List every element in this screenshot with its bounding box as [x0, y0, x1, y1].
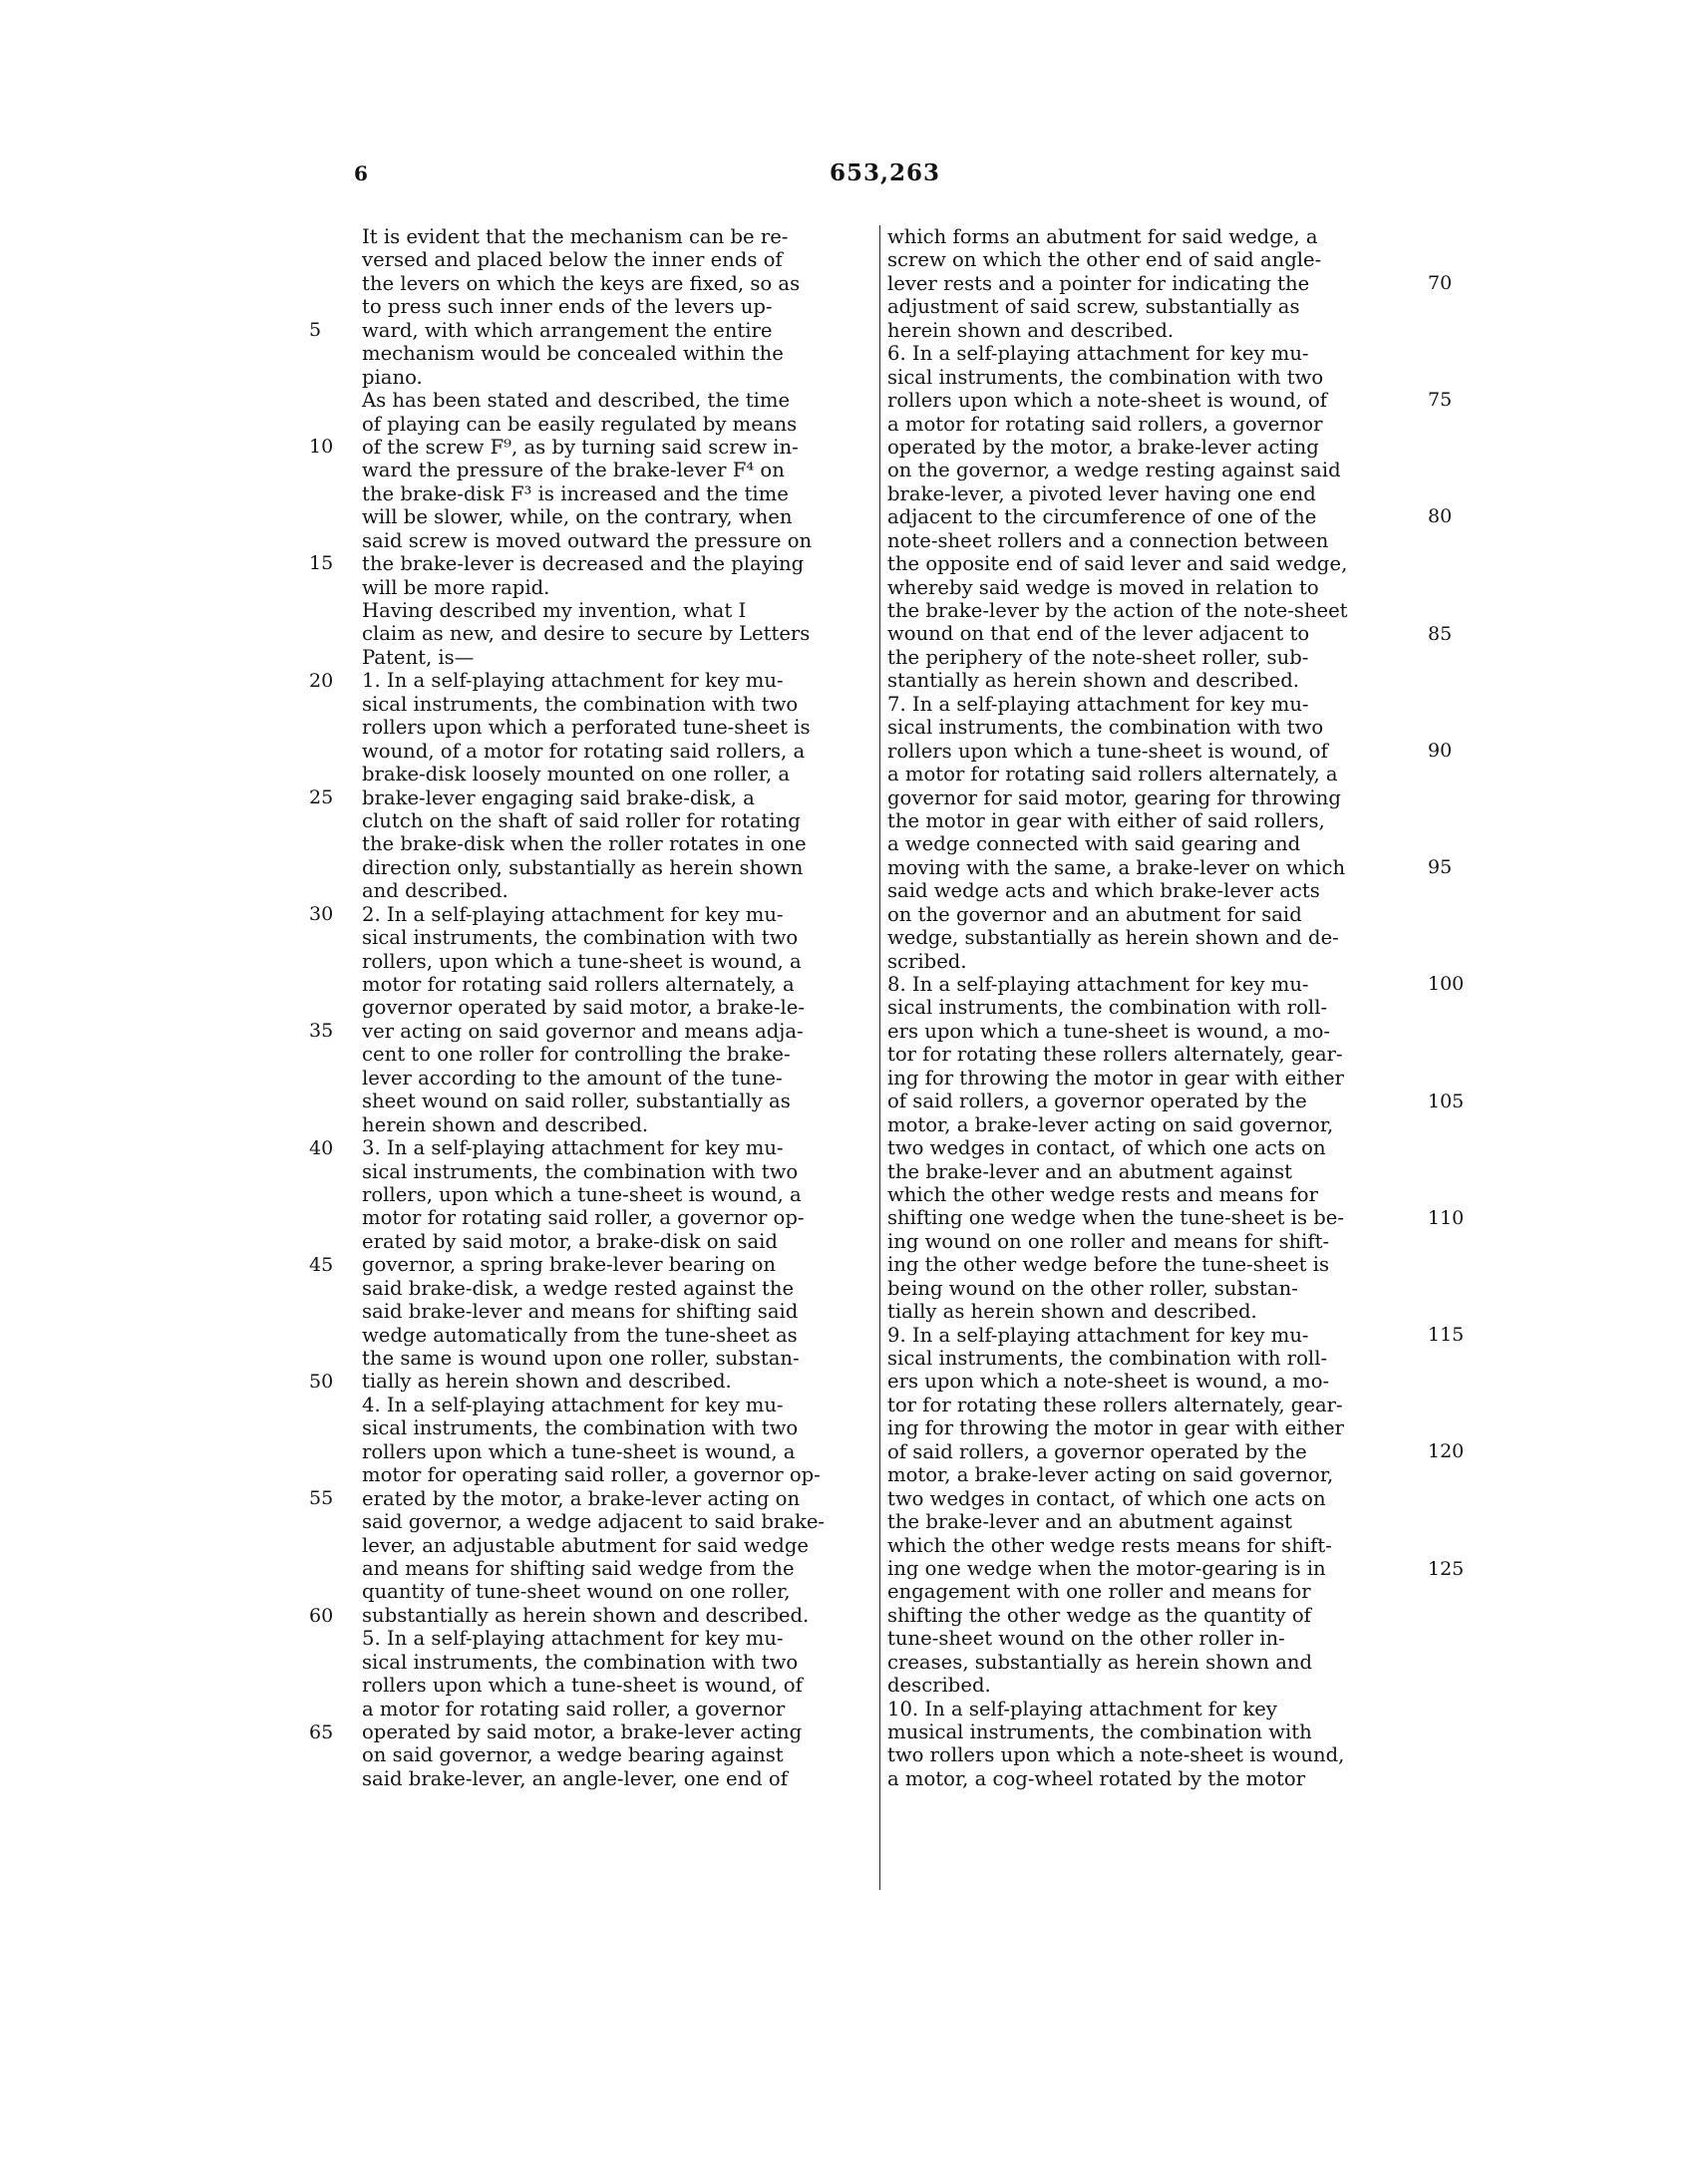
text-line: tune-sheet wound on the other roller in-: [887, 1627, 1285, 1651]
text-line: ver acting on said governor and means adja-: [362, 1019, 804, 1043]
line-number: 25: [309, 785, 334, 808]
text-line: which the other wedge rests means for shift-: [887, 1533, 1332, 1557]
text-line: of said rollers, a governor operated by the: [887, 1439, 1307, 1463]
text-line: on said governor, a wedge bearing against: [362, 1743, 784, 1767]
line-number: 85: [1428, 622, 1453, 645]
text-line: engagement with one roller and means for: [887, 1580, 1311, 1604]
right-text-column: [887, 225, 1406, 1790]
text-line: 1. In a self-playing attachment for key mu-: [362, 669, 784, 693]
line-number: 100: [1428, 973, 1465, 996]
text-line: and described.: [362, 879, 508, 903]
text-line: a motor for rotating said rollers alternately, a: [887, 763, 1338, 786]
text-line: the brake-disk F³ is increased and the time: [362, 481, 789, 505]
text-line: brake-lever engaging said brake-disk, a: [362, 785, 755, 809]
text-line: of the screw F⁹, as by turning said screw in-: [362, 435, 799, 459]
line-number: 60: [309, 1604, 334, 1627]
text-line: 4. In a self-playing attachment for key mu-: [362, 1393, 784, 1416]
text-line: the brake-lever is decreased and the playing: [362, 552, 805, 576]
text-line: clutch on the shaft of said roller for rotating: [362, 808, 801, 832]
line-number: 70: [1428, 271, 1453, 294]
text-line: ers upon which a tune-sheet is wound, a mo-: [887, 1019, 1330, 1043]
line-number: 80: [1428, 505, 1453, 528]
text-line: and means for shifting said wedge from the: [362, 1556, 795, 1580]
text-line: a wedge connected with said gearing and: [887, 832, 1301, 856]
text-line: motor for operating said roller, a governor op-: [362, 1463, 821, 1487]
text-line: herein shown and described.: [362, 1112, 649, 1136]
text-line: erated by said motor, a brake-disk on said: [362, 1229, 778, 1253]
text-line: the brake-disk when the roller rotates in one: [362, 832, 807, 856]
text-line: mechanism would be concealed within the: [362, 342, 784, 366]
text-line: the brake-lever and an abutment against: [887, 1510, 1293, 1534]
line-number: 5: [309, 318, 322, 341]
text-line: sical instruments, the combination with two: [887, 365, 1324, 389]
text-line: herein shown and described.: [887, 318, 1175, 342]
text-line: sical instruments, the combination with two: [362, 1416, 799, 1440]
text-line: piano.: [362, 365, 423, 389]
text-line: erated by the motor, a brake-lever acting on: [362, 1486, 801, 1510]
text-line: tially as herein shown and described.: [362, 1370, 732, 1394]
text-line: rollers upon which a tune-sheet is wound, of: [887, 739, 1328, 763]
text-line: on the governor and an abutment for said: [887, 902, 1302, 926]
text-line: 7. In a self-playing attachment for key mu-: [887, 692, 1309, 716]
text-line: 6. In a self-playing attachment for key mu-: [887, 342, 1309, 366]
text-line: said brake-lever and means for shifting said: [362, 1300, 799, 1324]
text-line: moving with the same, a brake-lever on which: [887, 855, 1346, 879]
text-line: tor for rotating these rollers alternately, gear-: [887, 1393, 1343, 1416]
text-line: scribed.: [887, 949, 967, 973]
text-line: 8. In a self-playing attachment for key mu-: [887, 973, 1309, 996]
line-number: 120: [1428, 1440, 1465, 1463]
text-line: Patent, is—: [362, 645, 475, 669]
line-number: 35: [309, 1020, 334, 1043]
text-line: stantially as herein shown and described.: [887, 669, 1300, 693]
text-line: brake-disk loosely mounted on one roller, a: [362, 763, 791, 786]
line-number: 110: [1428, 1206, 1465, 1229]
text-line: sical instruments, the combination with two: [362, 1159, 799, 1183]
page-number: 6: [354, 161, 368, 185]
text-line: tor for rotating these rollers alternately, gear-: [887, 1043, 1343, 1067]
text-line: motor for rotating said rollers alternately, a: [362, 973, 795, 996]
text-line: sical instruments, the combination with roll-: [887, 1347, 1328, 1370]
text-line: tially as herein shown and described.: [887, 1300, 1257, 1324]
line-number: 55: [309, 1487, 334, 1510]
text-line: the periphery of the note-sheet roller, sub-: [887, 645, 1309, 669]
text-line: Having described my invention, what I: [362, 599, 747, 622]
text-line: shifting the other wedge as the quantity of: [887, 1603, 1311, 1627]
text-line: a motor, a cog-wheel rotated by the motor: [887, 1766, 1306, 1790]
text-line: ing for throwing the motor in gear with either: [887, 1066, 1344, 1090]
text-line: sical instruments, the combination with roll-: [887, 996, 1328, 1020]
text-line: the levers on which the keys are fixed, so as: [362, 271, 801, 295]
line-number: 10: [309, 436, 334, 459]
text-line: governor for said motor, gearing for throwing: [887, 785, 1341, 809]
line-number: 45: [309, 1253, 334, 1276]
line-number: 65: [309, 1720, 334, 1743]
line-number: 20: [309, 669, 334, 692]
text-line: the brake-lever by the action of the note-sheet: [887, 599, 1348, 622]
text-line: said screw is moved outward the pressure on: [362, 528, 813, 552]
text-line: versed and placed below the inner ends of: [362, 248, 783, 272]
text-line: 2. In a self-playing attachment for key mu-: [362, 902, 784, 926]
text-line: creases, substantially as herein shown and: [887, 1650, 1313, 1674]
patent-number: 653,263: [830, 159, 941, 186]
text-line: sical instruments, the combination with two: [887, 716, 1324, 740]
text-line: claim as new, and desire to secure by Letters: [362, 622, 811, 646]
text-line: It is evident that the mechanism can be re-: [362, 225, 789, 248]
text-line: whereby said wedge is moved in relation to: [887, 575, 1319, 599]
text-line: screw on which the other end of said angle-: [887, 248, 1322, 272]
text-line: of playing can be easily regulated by means: [362, 412, 798, 436]
text-line: governor, a spring brake-lever bearing on: [362, 1253, 777, 1277]
text-line: 10. In a self-playing attachment for key: [887, 1697, 1277, 1720]
line-number: 95: [1428, 856, 1453, 879]
text-line: the motor in gear with either of said rollers,: [887, 808, 1325, 832]
text-line: adjacent to the circumference of one of the: [887, 505, 1317, 529]
text-line: said wedge acts and which brake-lever acts: [887, 879, 1320, 903]
line-number: 40: [309, 1136, 334, 1159]
line-number: 90: [1428, 739, 1453, 762]
text-line: governor operated by said motor, a brake-le-: [362, 996, 806, 1020]
text-line: shifting one wedge when the tune-sheet is be-: [887, 1206, 1344, 1230]
text-line: said governor, a wedge adjacent to said brake-: [362, 1510, 826, 1534]
text-line: the brake-lever and an abutment against: [887, 1159, 1293, 1183]
line-number: 75: [1428, 389, 1453, 412]
text-line: ing wound on one roller and means for shift-: [887, 1229, 1330, 1253]
text-line: quantity of tune-sheet wound on one roller,: [362, 1580, 791, 1604]
text-line: two wedges in contact, of which one acts on: [887, 1486, 1326, 1510]
text-line: which forms an abutment for said wedge, a: [887, 225, 1318, 248]
text-line: direction only, substantially as herein shown: [362, 855, 804, 879]
text-line: wedge automatically from the tune-sheet as: [362, 1323, 798, 1347]
line-number: 125: [1428, 1557, 1465, 1580]
text-line: will be more rapid.: [362, 575, 550, 599]
text-line: rollers upon which a tune-sheet is wound, of: [362, 1674, 803, 1698]
text-line: ing the other wedge before the tune-sheet is: [887, 1253, 1330, 1277]
text-line: adjustment of said screw, substantially as: [887, 295, 1300, 319]
line-number: 115: [1428, 1324, 1465, 1347]
text-line: musical instruments, the combination with: [887, 1720, 1312, 1743]
line-number: 105: [1428, 1090, 1465, 1112]
line-number: 15: [309, 552, 334, 575]
left-text-column: [362, 225, 880, 1790]
text-line: motor for rotating said roller, a governor op-: [362, 1206, 805, 1230]
right-line-numbers: [1428, 0, 1476, 2184]
text-line: sical instruments, the combination with two: [362, 1650, 799, 1674]
text-line: rollers, upon which a tune-sheet is wound, a: [362, 949, 802, 973]
text-line: the same is wound upon one roller, substan-: [362, 1347, 800, 1370]
text-line: of said rollers, a governor operated by the: [887, 1090, 1307, 1113]
text-line: motor, a brake-lever acting on said governor,: [887, 1463, 1334, 1487]
text-line: 5. In a self-playing attachment for key mu-: [362, 1627, 784, 1651]
text-line: As has been stated and described, the time: [362, 389, 791, 413]
text-line: ing for throwing the motor in gear with either: [887, 1416, 1344, 1440]
text-line: two rollers upon which a note-sheet is wound,: [887, 1743, 1345, 1767]
text-line: ward the pressure of the brake-lever F⁴ on: [362, 459, 785, 482]
text-line: described.: [887, 1674, 991, 1698]
text-line: said brake-lever, an angle-lever, one end of: [362, 1766, 788, 1790]
text-line: rollers upon which a perforated tune-sheet is: [362, 716, 811, 740]
text-line: substantially as herein shown and described.: [362, 1603, 810, 1627]
text-line: operated by said motor, a brake-lever acting: [362, 1720, 803, 1743]
line-number: 50: [309, 1371, 334, 1394]
text-line: wedge, substantially as herein shown and de-: [887, 926, 1339, 950]
text-line: note-sheet rollers and a connection between: [887, 528, 1329, 552]
left-line-numbers: [309, 0, 357, 2184]
text-line: 3. In a self-playing attachment for key mu-: [362, 1136, 784, 1160]
text-line: cent to one roller for controlling the brake-: [362, 1043, 791, 1067]
text-line: on the governor, a wedge resting against said: [887, 459, 1341, 482]
text-line: wound, of a motor for rotating said rollers, a: [362, 739, 806, 763]
text-line: will be slower, while, on the contrary, when: [362, 505, 793, 529]
text-line: sical instruments, the combination with two: [362, 926, 799, 950]
column-divider: [879, 225, 880, 1890]
text-line: brake-lever, a pivoted lever having one end: [887, 481, 1316, 505]
text-line: ward, with which arrangement the entire: [362, 318, 773, 342]
text-line: the opposite end of said lever and said wedge,: [887, 552, 1348, 576]
text-line: a motor for rotating said rollers, a governor: [887, 412, 1323, 436]
text-line: two wedges in contact, of which one acts on: [887, 1136, 1326, 1160]
text-line: rollers, upon which a tune-sheet is wound, a: [362, 1182, 802, 1206]
text-line: sheet wound on said roller, substantially as: [362, 1090, 791, 1113]
text-line: said brake-disk, a wedge rested against the: [362, 1276, 795, 1300]
text-line: ing one wedge when the motor-gearing is in: [887, 1556, 1326, 1580]
text-line: lever rests and a pointer for indicating the: [887, 271, 1310, 295]
text-line: lever according to the amount of the tune-: [362, 1066, 783, 1090]
text-line: sical instruments, the combination with two: [362, 692, 799, 716]
text-line: which the other wedge rests and means for: [887, 1182, 1318, 1206]
text-line: being wound on the other roller, substan-: [887, 1276, 1298, 1300]
text-line: ers upon which a note-sheet is wound, a mo-: [887, 1370, 1330, 1394]
text-line: operated by the motor, a brake-lever acting: [887, 435, 1319, 459]
text-line: motor, a brake-lever acting on said governor,: [887, 1112, 1334, 1136]
text-line: rollers upon which a tune-sheet is wound, a: [362, 1439, 796, 1463]
text-line: wound on that end of the lever adjacent to: [887, 622, 1310, 646]
text-line: rollers upon which a note-sheet is wound, of: [887, 389, 1328, 413]
text-line: to press such inner ends of the levers up-: [362, 295, 773, 319]
line-number: 30: [309, 903, 334, 926]
text-line: lever, an adjustable abutment for said wedge: [362, 1533, 809, 1557]
text-line: a motor for rotating said roller, a governor: [362, 1697, 786, 1720]
text-line: 9. In a self-playing attachment for key mu-: [887, 1323, 1309, 1347]
